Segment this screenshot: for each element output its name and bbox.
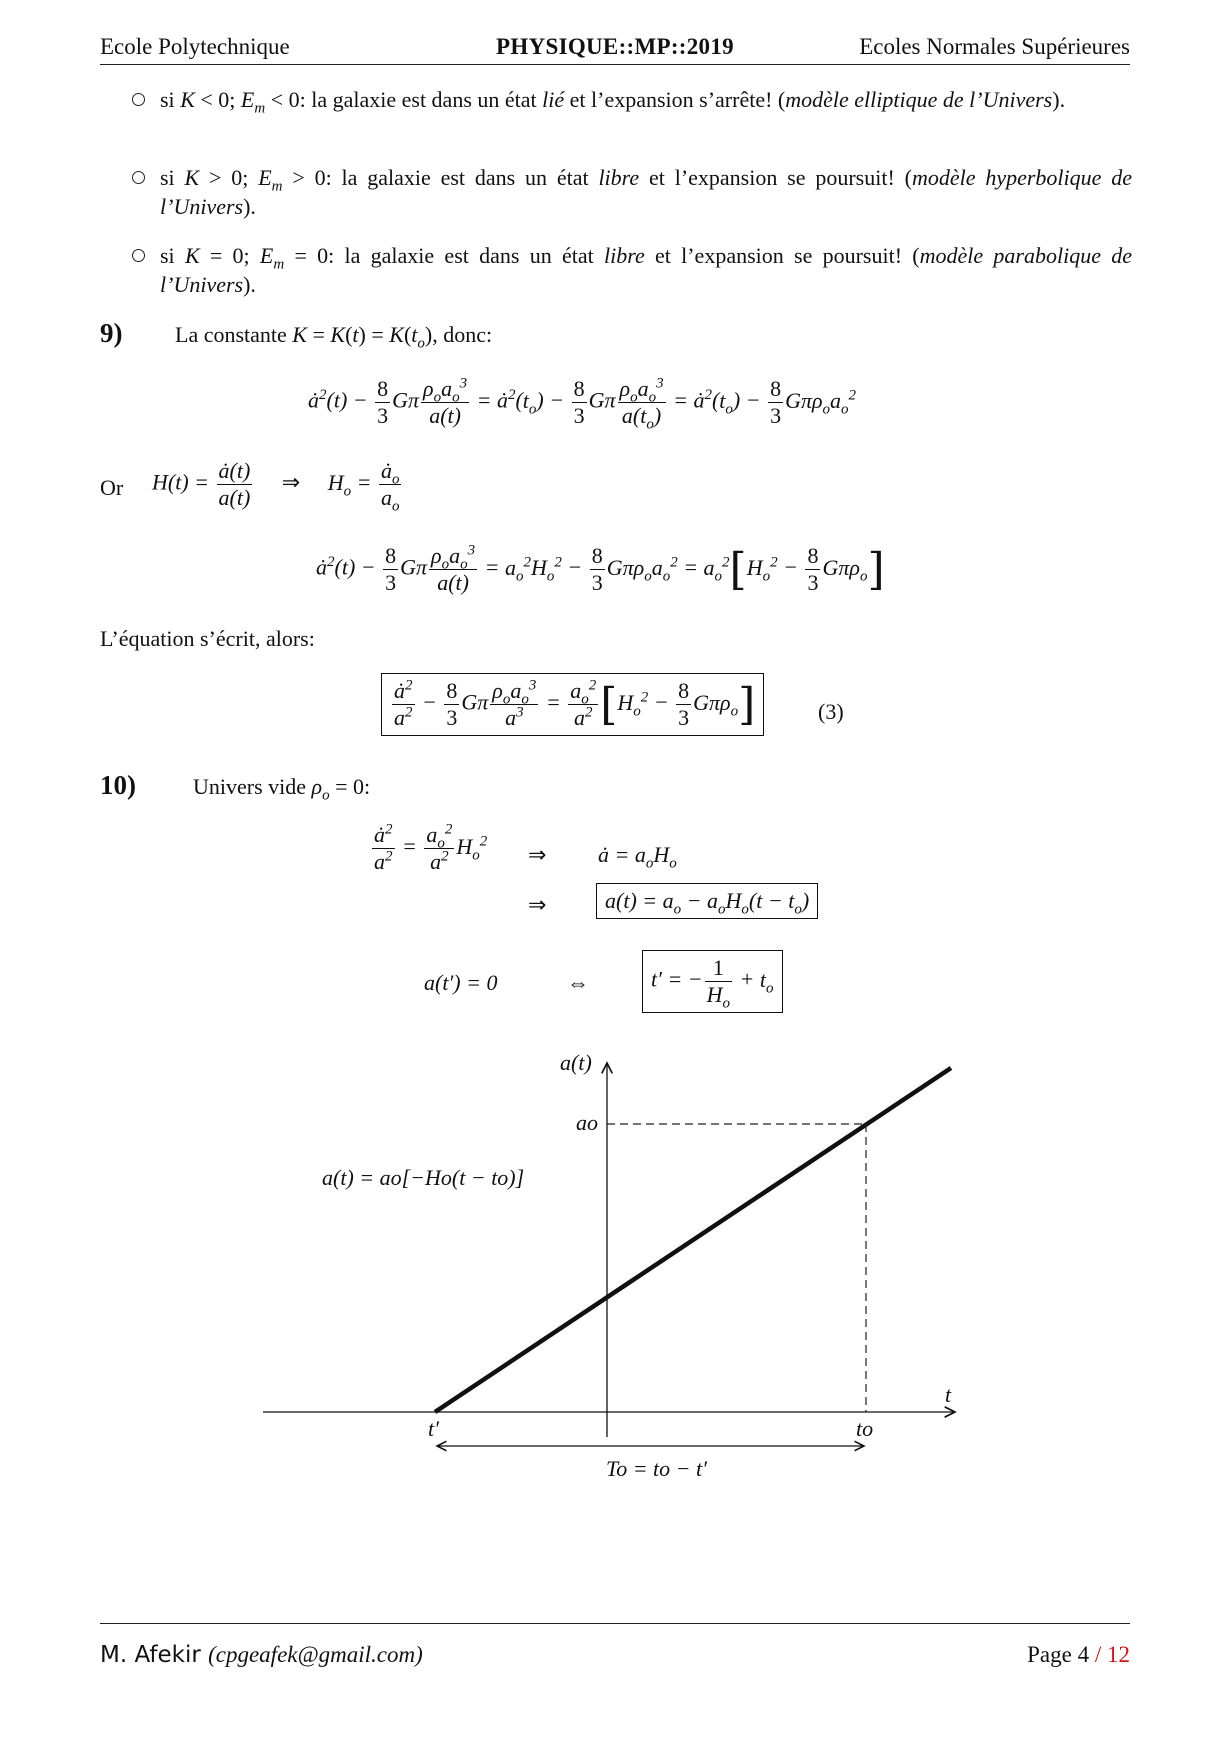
- author-name: M. Afekir: [100, 1642, 201, 1668]
- bullet-text: si K < 0; $E_m < 0$: la galaxie est dans un état lié et l’expansion s’arrête! (modèle elliptique de l’Univers).: [160, 87, 1066, 117]
- a-of-t-line: [435, 1068, 951, 1412]
- y-axis-label: a(t): [560, 1050, 592, 1075]
- or-label: Or: [100, 475, 124, 500]
- question-10-number: 10): [100, 770, 136, 800]
- equation-hubble: H(t) = $\frac{ȧ(t)}{a(t)}$ ⇒ $H_o$ = $\frac{ȧ_o}{a_o}$: [152, 458, 400, 515]
- to-tick-label: to: [856, 1416, 874, 1441]
- bullet-text: si K > 0; $E_m > 0$: la galaxie est dans un état libre et l’expansion se poursuit! (modèle hyperbolique de l’Univers).: [160, 165, 1132, 219]
- page-separator: /: [1094, 1642, 1102, 1667]
- question-9-number: 9): [100, 318, 123, 348]
- implies-arrow-1: ⇒: [528, 842, 547, 867]
- page-current: Page 4: [1027, 1642, 1090, 1667]
- equation-k-constant: $ȧ^2(t)$ − $\frac{8}{3}$ Gπ $\frac{\rho_oa_o^3}{a(t)}$ = $ȧ^2(t_o)$ − $\frac{8}{3}$ Gπ $\frac{\rho_oa_o^3}{a(t_o)}$ = $ȧ^2(t_o)$ − $\frac{8}{3}$ $G\pi\rho_oa_o^2$: [308, 375, 857, 433]
- graph-formula-label: a(t) = ao[−Ho(t − to)]: [322, 1165, 525, 1190]
- ao-tick-label: ao: [576, 1110, 598, 1135]
- page-total[interactable]: 12: [1107, 1642, 1130, 1667]
- equation-number: (3): [818, 699, 844, 724]
- equivalence-arrow: ⇔: [567, 970, 589, 995]
- implies-arrow-2: ⇒: [528, 892, 547, 917]
- question-10-intro: Univers vide $\rho_o = 0$:: [193, 774, 371, 804]
- equation-intro: L’équation s’écrit, alors:: [100, 626, 315, 651]
- x-axis-label: t: [945, 1382, 952, 1407]
- header-right: Ecoles Normales Supérieures: [859, 34, 1130, 59]
- equation-3-boxed: $\frac{ȧ^2}{a^2}$ − $\frac{8}{3}$ Gπ $\frac{\rho_oa_o^3}{a^3}$ = $\frac{a_o^2}{a^2}$ [$H_o^2$ − $\frac{8}{3}$ Gπρ$_o$]: [381, 673, 764, 736]
- equation-adot: ȧ = $a_oH_o$: [598, 842, 677, 872]
- author-email[interactable]: (cpgeafek@gmail.com): [208, 1642, 423, 1667]
- duration-label: To = to − t′: [606, 1456, 707, 1481]
- page-number: [1027, 1642, 1130, 1668]
- footer-rule: [100, 1623, 1130, 1624]
- header-left: Ecole Polytechnique: [100, 34, 290, 59]
- header-center: PHYSIQUE::MP::2019: [496, 34, 734, 59]
- bullet-text: si K = 0; $E_m = 0$: la galaxie est dans un état libre et l’expansion se poursuit! (modèle parabolique de l’Univers).: [160, 243, 1132, 297]
- equation-a-zero: a(t′) = 0: [424, 970, 498, 995]
- equation-substituted: $ȧ^2(t)$ − $\frac{8}{3}$ Gπ $\frac{\rho_oa_o^3}{a(t)}$ = $a_o^2H_o^2$ − $\frac{8}{3}$ $G\pi\rho_oa_o^2 = a_o^2[H_o^2$ − $\frac{8}{3}$ Gπρ$_o$]: [316, 542, 885, 595]
- question-9-intro: La constante $K = K(t) = K(t_o)$, donc:: [175, 322, 493, 352]
- footer-author: [100, 1642, 423, 1668]
- equation-t-prime-boxed: t′ = − $\frac{1}{H_o}$ + $t_o$: [642, 950, 783, 1013]
- equation-a-of-t-boxed: $a(t) = a_o - a_oH_o(t - t_o)$: [596, 883, 818, 919]
- equation-empty-universe: $\frac{ȧ^2}{a^2}$ = $\frac{a_o^2}{a^2}$ $H_o^2$: [374, 821, 488, 874]
- t-prime-tick-label: t′: [428, 1416, 439, 1441]
